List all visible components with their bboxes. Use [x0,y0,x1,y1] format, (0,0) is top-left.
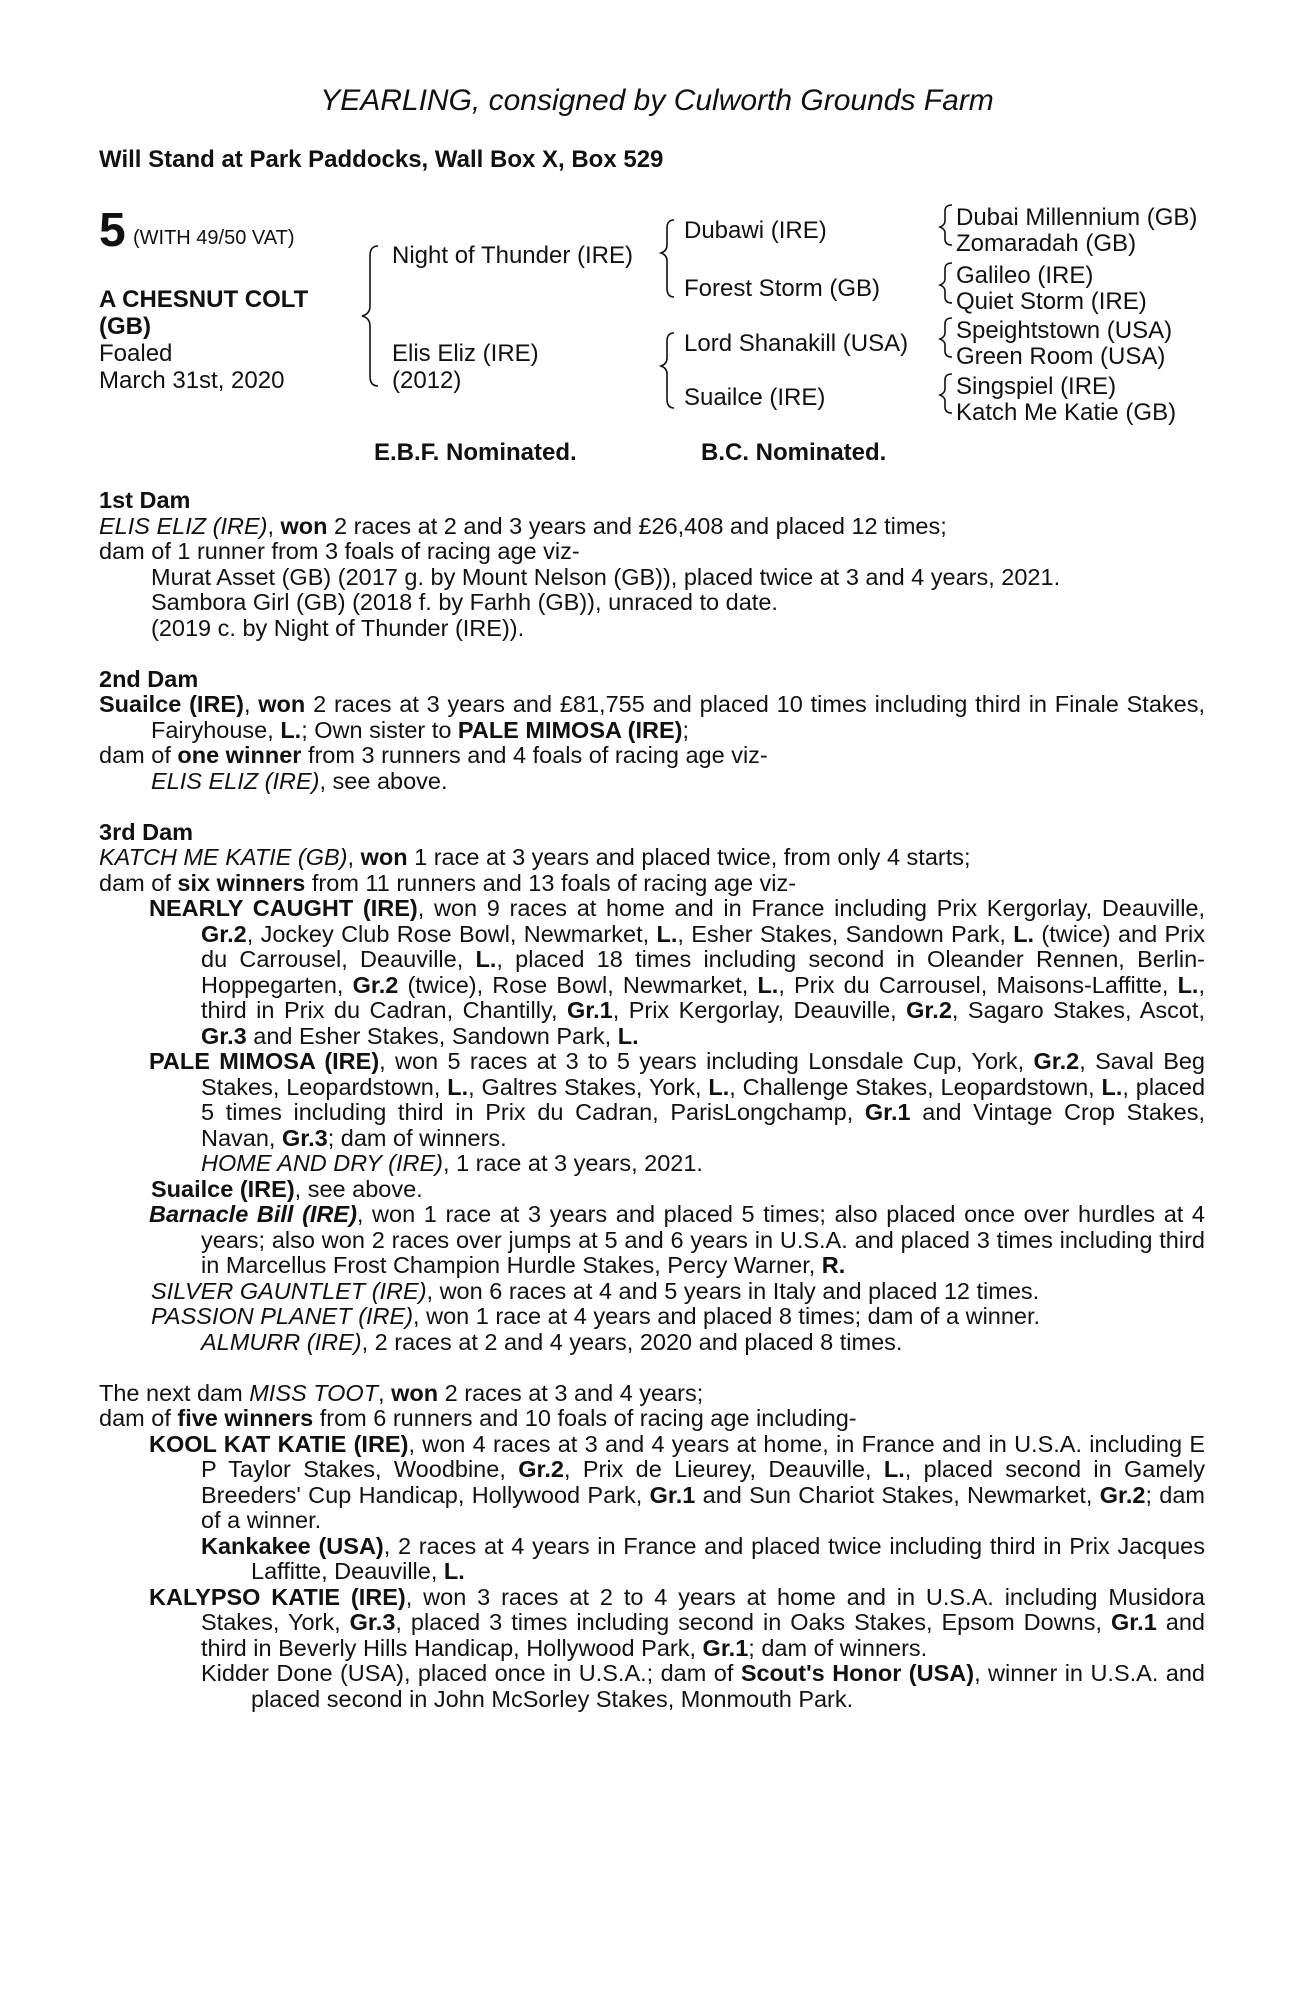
lot-vat: (WITH 49/50 VAT) [133,227,295,249]
pedigree-ssd: Zomaradah (GB) [956,230,1137,257]
progeny-entry: KALYPSO KATIE (IRE), won 3 races at 2 to 4 years at home and in U.S.A. including Musidora Stakes, York, Gr.3, placed 3 times including second in Oaks Stakes, Epsom Downs, Gr.1 and third in Beverly Hills Handicap, Hollywood Park, Gr.1; dam of winners. [149,1583,1205,1661]
first-dam-record: ELIS ELIZ (IRE), won 2 races at 2 and 3 years and £26,408 and placed 12 times; [99,512,947,539]
next-dam-record: The next dam MISS TOOT, won 2 races at 3 and 4 years; [99,1379,704,1406]
second-dam-record: Suailce (IRE), won 2 races at 3 years and £81,755 and placed 10 times including third in Finale Stakes, Fairyhouse, L.; Own sister to PALE MIMOSA (IRE); [99,691,1205,743]
third-dam-section [99,820,1205,1356]
progeny-entry: SILVER GAUNTLET (IRE), won 6 races at 4 and 5 years in Italy and placed 12 times. [151,1277,1040,1304]
second-dam-heading: 2nd Dam [99,665,199,692]
progeny-entry: ALMURR (IRE), 2 races at 2 and 4 years, 2020 and placed 8 times. [201,1328,903,1355]
pedigree-dam-name: Elis Eliz (IRE) [392,340,539,367]
pedigree-dam-year: (2012) [392,367,462,394]
third-dam-heading: 3rd Dam [99,818,194,845]
second-dam-produce: dam of one winner from 3 runners and 4 foals of racing age viz- [99,742,768,768]
pedigree-sdd: Quiet Storm (IRE) [956,288,1147,315]
pedigree-dam [392,340,539,394]
progeny-entry: HOME AND DRY (IRE), 1 race at 3 years, 2021. [201,1150,703,1176]
progeny-entry: Kidder Done (USA), placed once in U.S.A.; dam of Scout's Honor (USA), winner in U.S.A. and placed second in John McSorley Stakes, Monmouth Park. [201,1660,1205,1712]
pedigree-sss: Dubai Millennium (GB) [956,204,1198,231]
ebf-nominated: E.B.F. Nominated. [374,439,577,466]
lot-country: (GB) [99,313,151,340]
progeny-line: Murat Asset (GB) (2017 g. by Mount Nelson (GB)), placed twice at 3 and 4 years, 2021. [151,563,1061,590]
progeny-line: ELIS ELIZ (IRE), see above. [151,767,448,794]
pedigree-sire: Night of Thunder (IRE) [392,242,633,269]
first-dam-heading: 1st Dam [99,487,191,513]
progeny-entry: PASSION PLANET (IRE), won 1 race at 4 years and placed 8 times; dam of a winner. [151,1303,1041,1329]
pedigree-dds: Singspiel (IRE) [956,373,1117,400]
pedigree-sire-sire: Dubawi (IRE) [684,217,827,244]
progeny-entry: Suailce (IRE), see above. [151,1175,423,1202]
pedigree-dam-sire: Lord Shanakill (USA) [684,330,909,357]
second-dam-section [99,667,1205,795]
progeny-line: (2019 c. by Night of Thunder (IRE)). [151,614,525,641]
pedigree-dam-dam: Suailce (IRE) [684,384,826,411]
pedigree-sire-dam: Forest Storm (GB) [684,275,881,302]
pedigree-ddd: Katch Me Katie (GB) [956,399,1177,426]
first-dam-section [99,488,1205,641]
progeny-entry: NEARLY CAUGHT (IRE), won 9 races at home and in France including Prix Kergorlay, Deauville, Gr.2, Jockey Club Rose Bowl, Newmarket, L., Esher Stakes, Sandown Park, L. (twice) and Prix du Carrousel, Deauville, L., placed 18 times including second in Oleander Rennen, Berlin-Hoppegarten, Gr.2 (twice), Rose Bowl, Newmarket, L., Prix du Carrousel, Maisons-Laffitte, L., third in Prix du Cadran, Chantilly, Gr.1, Prix Kergorlay, Deauville, Gr.2, Sagaro Stakes, Ascot, Gr.3 and Esher Stakes, Sandown Park, L. [149,895,1206,1049]
bc-nominated: B.C. Nominated. [701,439,887,466]
lot-number: 5 [99,204,126,257]
progeny-entry: PALE MIMOSA (IRE), won 5 races at 3 to 5 years including Lonsdale Cup, York, Gr.2, Saval Beg Stakes, Leopardstown, L., Galtres Stakes, York, L., Challenge Stakes, Leopardstown, L., placed 5 times including third in Prix du Cadran, ParisLongchamp, Gr.1 and Vintage Crop Stakes, Navan, Gr.3; dam of winners. [149,1048,1206,1151]
foaled-date: March 31st, 2020 [99,367,285,394]
stand-location: Will Stand at Park Paddocks, Wall Box X, Box 529 [99,146,664,173]
catalogue-body [99,488,1205,1712]
progeny-entry: Barnacle Bill (IRE), won 1 race at 3 years and placed 5 times; also placed once over hurdles at 4 years; also won 2 races over jumps at 5 and 6 years in U.S.A. and placed 3 times including third in Marcellus Frost Champion Hurdle Stakes, Percy Warner, R. [149,1201,1205,1278]
next-dam-produce: dam of five winners from 6 runners and 10 foals of racing age including- [99,1405,857,1431]
lot-sex-colour: A CHESNUT COLT [99,286,309,313]
catalogue-title: YEARLING, consigned by Culworth Grounds Farm [320,84,994,117]
third-dam-record: KATCH ME KATIE (GB), won 1 race at 3 years and placed twice, from only 4 starts; [99,844,971,870]
progeny-line: Sambora Girl (GB) (2018 f. by Farhh (GB)), unraced to date. [151,589,778,615]
pedigree-dsd: Green Room (USA) [956,343,1166,370]
pedigree-dss: Speightstown (USA) [956,317,1173,344]
third-dam-produce: dam of six winners from 11 runners and 13 foals of racing age viz- [99,869,797,896]
progeny-entry: Kankakee (USA), 2 races at 4 years in France and placed twice including third in Prix Jacques Laffitte, Deauville, L. [201,1532,1206,1584]
first-dam-produce: dam of 1 runner from 3 foals of racing age viz- [99,538,580,564]
next-dam-section [99,1381,1205,1713]
pedigree-sds: Galileo (IRE) [956,262,1094,289]
progeny-entry: KOOL KAT KATIE (IRE), won 4 races at 3 and 4 years at home, in France and in U.S.A. including E P Taylor Stakes, Woodbine, Gr.2, Prix de Lieurey, Deauville, L., placed second in Gamely Breeders' Cup Handicap, Hollywood Park, Gr.1 and Sun Chariot Stakes, Newmarket, Gr.2; dam of a winner. [149,1430,1205,1533]
foaled-label: Foaled [99,340,173,367]
